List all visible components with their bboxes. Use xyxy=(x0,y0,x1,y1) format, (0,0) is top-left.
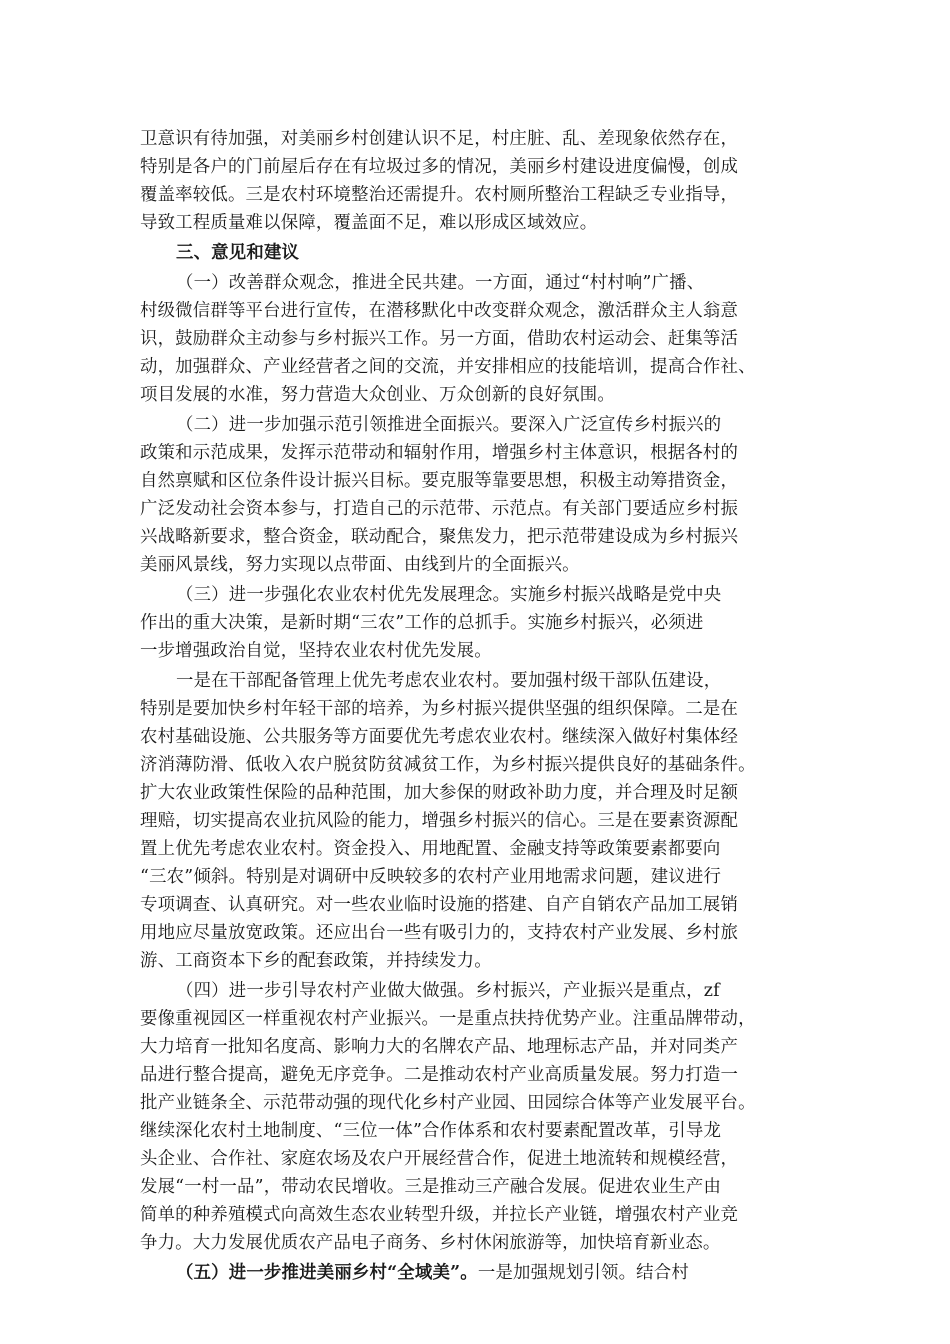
paragraph-line: 识，鼓励群众主动参与乡村振兴工作。另一方面，借助农村运动会、赶集等活 xyxy=(140,329,739,349)
paragraph-line: 大力培育一批知名度高、影响力大的名牌农产品、地理标志产品，并对同类产 xyxy=(140,1037,739,1057)
paragraph-line: 理赔，切实提高农业抗风险的能力，增强乡村振兴的信心。三是在要素资源配 xyxy=(140,811,739,831)
paragraph-line: 动，加强群众、产业经营者之间的交流，并安排相应的技能培训，提高合作社、 xyxy=(140,357,756,377)
paragraph-line xyxy=(176,1259,812,1287)
paragraph-line: 发展“一村一品”，带动农民增收。三是推动三产融合发展。促进农业生产由 xyxy=(140,1177,722,1197)
paragraph-line: 置上优先考虑农业农村。资金投入、用地配置、金融支持等政策要素都要向 xyxy=(140,839,721,859)
paragraph-line: 用地应尽量放宽政策。还应出台一些有吸引力的，支持农村产业发展、乡村旅 xyxy=(140,923,739,943)
paragraph-line: 覆盖率较低。三是农村环境整治还需提升。农村厕所整治工程缺乏专业指导， xyxy=(140,185,739,205)
paragraph-line: 自然禀赋和区位条件设计振兴目标。要克服等靠要思想，积极主动筹措资金， xyxy=(140,471,739,491)
paragraph-line: 继续深化农村土地制度、“三位一体”合作体系和农村要素配置改革，引导龙 xyxy=(140,1121,722,1141)
paragraph-line: 专项调查、认真研究。对一些农业临时设施的搭建、自产自销农产品加工展销 xyxy=(140,895,739,915)
paragraph-line: 要像重视园区一样重视农村产业振兴。一是重点扶持优势产业。注重品牌带动， xyxy=(140,1009,756,1029)
paragraph-line: 美丽风景线，努力实现以点带面、由线到片的全面振兴。 xyxy=(140,555,580,575)
paragraph-line: 作出的重大决策，是新时期“三农”工作的总抓手。实施乡村振兴，必须进 xyxy=(140,613,704,633)
paragraph-line: 农村基础设施、公共服务等方面要优先考虑农业农村。继续深入做好村集体经 xyxy=(140,727,739,747)
paragraph-line: （二）进一步加强示范引领推进全面振兴。要深入广泛宣传乡村振兴的 xyxy=(176,415,722,435)
paragraph-line: （一）改善群众观念，推进全民共建。一方面，通过“村村响”广播、 xyxy=(176,273,705,293)
paragraph-line: 村级微信群等平台进行宣传，在潜移默化中改变群众观念，激活群众主人翁意 xyxy=(140,301,739,321)
paragraph-line: 导致工程质量难以保障，覆盖面不足，难以形成区域效应。 xyxy=(140,213,598,233)
paragraph-line: 争力。大力发展优质农产品电子商务、乡村休闲旅游等，加快培育新业态。 xyxy=(140,1233,721,1253)
section-heading: 三、意见和建议 xyxy=(176,243,300,263)
paragraph-line: 政策和示范成果，发挥示范带动和辐射作用，增强乡村主体意识，根据各村的 xyxy=(140,443,739,463)
paragraph-line: 品进行整合提高，避免无序竞争。二是推动农村产业高质量发展。努力打造一 xyxy=(140,1065,739,1085)
subsection-heading: （五）进一步推进美丽乡村“全域美”。 xyxy=(176,1263,478,1283)
paragraph-line: （三）进一步强化农业农村优先发展理念。实施乡村振兴战略是党中央 xyxy=(176,585,722,605)
paragraph-line: 广泛发动社会资本参与，打造自己的示范带、示范点。有关部门要适应乡村振 xyxy=(140,499,739,519)
paragraph-line: 一步增强政治自觉，坚持农业农村优先发展。 xyxy=(140,641,492,661)
paragraph-line: 一是在干部配备管理上优先考虑农业农村。要加强村级干部队伍建设， xyxy=(176,671,722,691)
paragraph-line: 兴战略新要求，整合资金，联动配合，聚焦发力，把示范带建设成为乡村振兴 xyxy=(140,527,739,547)
paragraph-line: 游、工商资本下乡的配套政策，并持续发力。 xyxy=(140,951,492,971)
paragraph-text: 一是加强规划引领。结合村 xyxy=(477,1263,689,1283)
paragraph-line: 济消薄防滑、低收入农户脱贫防贫减贫工作，为乡村振兴提供良好的基础条件。 xyxy=(140,755,756,775)
paragraph-line: （四）进一步引导农村产业做大做强。乡村振兴，产业振兴是重点，zf xyxy=(176,981,720,1001)
paragraph-line: 特别是要加快乡村年轻干部的培养，为乡村振兴提供坚强的组织保障。二是在 xyxy=(140,699,739,719)
paragraph-line: “三农”倾斜。特别是对调研中反映较多的农村产业用地需求问题，建议进行 xyxy=(140,867,722,887)
paragraph-line: 项目发展的水准，努力营造大众创业、万众创新的良好氛围。 xyxy=(140,385,615,405)
paragraph-line: 简单的种养殖模式向高效生态农业转型升级，并拉长产业链，增强农村产业竞 xyxy=(140,1205,739,1225)
paragraph-line: 扩大农业政策性保险的品种范围，加大参保的财政补助力度，并合理及时足额 xyxy=(140,783,739,803)
paragraph-line: 批产业链条全、示范带动强的现代化乡村产业园、田园综合体等产业发展平台。 xyxy=(140,1093,756,1113)
paragraph-line: 头企业、合作社、家庭农场及农户开展经营合作，促进土地流转和规模经营， xyxy=(140,1149,739,1169)
paragraph-line: 卫意识有待加强，对美丽乡村创建认识不足，村庄脏、乱、差现象依然存在， xyxy=(140,129,739,149)
paragraph-line: 特别是各户的门前屋后存在有垃圾过多的情况，美丽乡村建设进度偏慢，创成 xyxy=(140,157,739,177)
